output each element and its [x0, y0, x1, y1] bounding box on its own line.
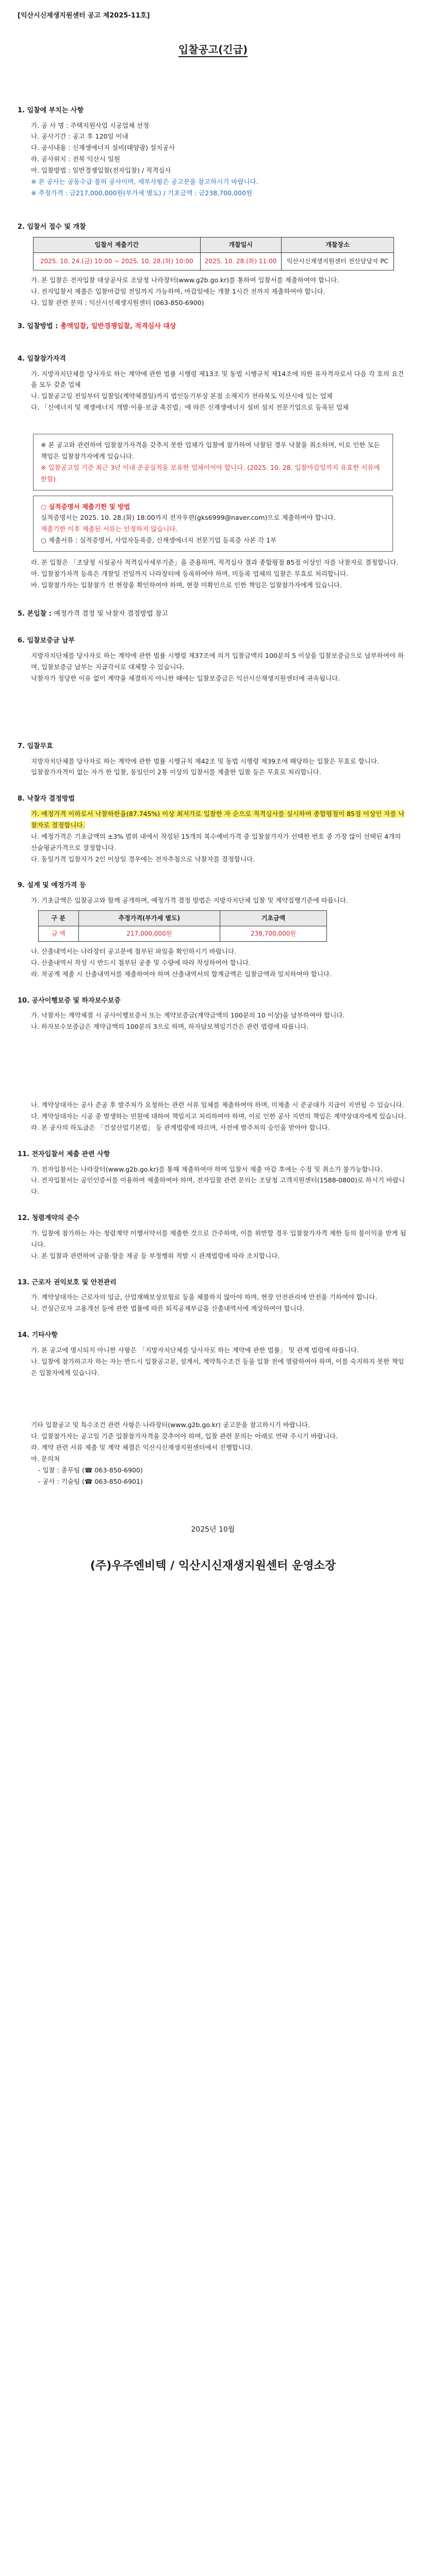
text-line: 가. 입찰에 참가하는 자는 청렴계약 이행서약서를 제출한 것으로 간주하며, 이를 위반할 경우 입찰참가자격 제한 등의 불이익을 받게 됩니다.: [31, 1229, 406, 1248]
text-line: 라. 계약 관련 서류 제출 및 계약 체결은 익산시신재생지원센터에서 진행합니다.: [31, 1444, 253, 1452]
table-header: 기초금액: [220, 911, 327, 926]
section-other: [18, 1330, 408, 1378]
highlight-text: 가. 예정가격 이하로서 낙찰하한율(87.745%) 이상 최저가로 입찰한 자 순으로 적격심사를 실시하여 종합평점이 85점 이상인 자를 낙찰자로 결정합니다.: [31, 810, 405, 829]
section-title: 10. 공사이행보증 및 하자보수보증: [18, 996, 121, 1005]
section-text: 예정가격 결정 및 낙찰자 결정방법 참고: [54, 609, 169, 618]
section-worker-safety: [18, 1277, 408, 1315]
text-line: 마. 입찰방법 : 일반경쟁입찰(전자입찰) / 적격심사: [31, 166, 171, 174]
text-line: 입찰참가자격이 없는 자가 한 입찰, 동일인이 2통 이상의 입찰서를 제출한 입찰 등은 무효로 처리합니다.: [31, 768, 321, 776]
text-line: 다. 공사내용 : 신재생에너지 설비(태양광) 설치공사: [31, 144, 175, 152]
box-heading: ○ 실적증명서 제출기한 및 방법: [41, 502, 130, 511]
section-design-price: [18, 880, 408, 979]
text-line: 나. 공사기간 : 공고 후 120일 이내: [31, 132, 128, 141]
section-bid-schedule: [18, 222, 408, 333]
section-title: 11. 전자입찰서 제출 관련 사항: [18, 1150, 110, 1158]
section-integrity: [18, 1213, 408, 1261]
price-table: [38, 910, 327, 942]
section-title: 4. 입찰참가자격: [18, 354, 66, 363]
text-line: 다. 산출내역서 작성 시 반드시 첨부된 공종 및 수량에 따라 작성하여야 합니다.: [31, 958, 251, 967]
text-line: 나. 산출내역서는 나라장터 공고문에 첨부된 파일을 확인하시기 바랍니다.: [31, 947, 237, 955]
box-line: 제출기한 이후 제출된 서류는 인정하지 않습니다.: [41, 525, 178, 533]
open-datetime: 2025. 10. 28.(화) 11:00: [200, 253, 281, 270]
text-line: 바. 입찰참가자는 입찰참가 전 현장을 확인하여야 하며, 현장 미확인으로 인한 책임은 입찰참가자에게 있습니다.: [31, 581, 342, 589]
text-line: 가. 공 사 명 : 주택지원사업 시공업체 선정: [31, 121, 150, 129]
bid-method-value: 총액입찰, 일반경쟁입찰, 적격심사 대상: [60, 323, 176, 330]
box-line: ※ 입찰공고일 기준 최근 3년 이내 준공실적을 보유한 업체이어야 합니다. (2025. 10. 28. 입찰마감일까지 유효한 서류에 한함): [41, 463, 380, 483]
section-e-bidding: [18, 1149, 408, 1197]
text-line: 다. 「신에너지 및 재생에너지 개발·이용·보급 촉진법」에 따른 신재생에너지 설비 설치 전문기업으로 등록된 업체: [31, 403, 349, 412]
qualification-notice-box: [33, 434, 393, 490]
text-line: 나. 본 입찰과 관련하여 금품·향응 제공 등 부정행위 적발 시 관계법령에 따라 조치합니다.: [31, 1251, 280, 1260]
section-contact: [18, 1419, 408, 1487]
section-title: 2. 입찰서 접수 및 개찰: [18, 223, 86, 231]
performance-proof-box: [33, 496, 393, 552]
text-line: 지방자치단체를 당사자로 하는 계약에 관한 법률 시행령 제37조에 의거 입찰금액의 100분의 5 이상을 입찰보증금으로 납부하여야 하며, 입찰보증금 납부는 지급각서로 대체할 수 있습니다.: [31, 652, 404, 671]
section-title: 5. 본입찰 :: [18, 609, 52, 618]
bid-method-label: 3. 입찰방법 :: [18, 323, 58, 330]
table-header: 개찰일시: [200, 238, 281, 253]
section-title: 1. 입찰에 부치는 사항: [18, 106, 84, 114]
section-award-method: [18, 793, 408, 865]
text-line: 나. 전자입찰서는 공인인증서를 이용하여 제출하여야 하며, 전자입찰 관련 문의는 조달청 고객지원센터(1588-0800)로 하시기 바랍니다.: [31, 1176, 405, 1196]
section-title: 12. 청렴계약의 준수: [18, 1214, 79, 1223]
section-title: 9. 설계 및 예정가격 등: [18, 882, 86, 890]
text-line: 라. 본 입찰은 「조달청 시설공사 적격심사세부기준」을 준용하며, 적격심사 결과 종합평점 85점 이상인 자를 낙찰자로 결정합니다.: [31, 558, 399, 566]
text-line: 가. 본 입찰은 전자입찰 대상공사로 조달청 나라장터(www.g2b.go.kr)를 통하여 입찰서를 제출하여야 합니다.: [31, 276, 339, 284]
table-header: 입찰서 제출기간: [34, 238, 201, 253]
section-title: 8. 낙찰자 결정방법: [18, 795, 75, 803]
text-line: 나. 예정가격은 기초금액의 ±3% 범위 내에서 작성된 15개의 복수예비가격 중 입찰참가자가 선택한 번호 중 가장 많이 선택된 4개의 산술평균가격으로 결정합니다.: [31, 832, 401, 852]
text-line: 가. 전자입찰서는 나라장터(www.g2b.go.kr)를 통해 제출하여야 하며 입찰서 제출 마감 후에는 수정 및 취소가 불가능합니다.: [31, 1165, 383, 1173]
bid-method: [18, 321, 408, 333]
text-line: [18, 808, 408, 831]
section-main-bid: [18, 608, 408, 620]
issuing-organization: (주)우주엔비텍 / 익산시신재생지원센터 운영소장: [90, 1560, 336, 1573]
box-line: ※ 본 공고와 관련하여 입찰참가자격을 갖추지 못한 업체가 입찰에 참가하여 낙찰된 경우 낙찰을 취소하며, 이로 인한 모든 책임은 입찰참가자에게 있습니다.: [41, 441, 380, 460]
text-line: 나. 하자보수보증금은 계약금액의 100분의 3으로 하며, 하자담보책임기간은 관련 법령에 따릅니다.: [31, 1023, 309, 1031]
table-cell: 238,700,000원: [220, 926, 327, 942]
main-bid-line: [18, 608, 408, 620]
document-title: 입찰공고(긴급): [178, 43, 248, 56]
box-line: 실적증명서는 2025. 10. 28.(화) 18:00까지 전자우편(gks6999@naver.com)으로 제출하여야 합니다.: [41, 514, 336, 522]
text-line: 다. 계약상대자는 시공 중 발생하는 민원에 대하여 책임지고 처리하여야 하며, 이로 인한 공사 지연의 책임은 계약상대자에게 있습니다.: [31, 1112, 406, 1120]
section-contract-notes: [18, 1099, 408, 1133]
section-title: 14. 기타사항: [18, 1331, 58, 1339]
text-line: 가. 낙찰자는 계약체결 시 공사이행보증서 또는 계약보증금(계약금액의 100분의 10 이상)을 납부하여야 합니다.: [31, 1011, 345, 1020]
text-line: 나. 계약상대자는 공사 준공 후 발주처가 요청하는 관련 서류 일체를 제출하여야 하며, 미제출 시 준공대가 지급이 지연될 수 있습니다.: [31, 1101, 404, 1109]
note-line: ※ 추정가격 : 금217,000,000원(부가세 별도) / 기초금액 : 금238,700,000원: [31, 189, 252, 197]
text-line: 나. 전자입찰서 제출은 입찰마감일 전일까지 가능하며, 마감일에는 개찰 1시간 전까지 제출하여야 합니다.: [31, 287, 325, 296]
text-line: 라. 착공계 제출 시 산출내역서를 제출하여야 하며 산출내역서의 합계금액은 입찰금액과 일치하여야 합니다.: [31, 970, 332, 978]
note-line: ※ 본 공사는 공동수급 불허 공사이며, 세부사항은 공고문을 참고하시기 바랍니다.: [31, 177, 258, 185]
submit-period: 2025. 10. 24.(금) 10:00 ~ 2025. 10. 28.(화) 10:00: [34, 253, 201, 270]
open-place: 익산시신재생지원센터 전산담당자 PC: [281, 253, 394, 270]
section-guarantee: [18, 995, 408, 1033]
text-line: 다. 입찰참가자는 공고일 기준 입찰참가자격을 갖추어야 하며, 입찰 관련 문의는 아래로 연락 주시기 바랍니다.: [31, 1432, 338, 1440]
section-invalid-bids: [18, 741, 408, 778]
table-header: 추정가격(부가세 별도): [78, 911, 220, 926]
text-line: 가. 기초금액은 입찰공고와 함께 공개하며, 예정가격 결정 방법은 지방자치단체 입찰 및 계약집행기준에 따릅니다.: [31, 896, 349, 905]
text-line: 마. 입찰참가자격 등록은 개찰일 전일까지 나라장터에 등록하여야 하며, 미등록 업체의 입찰은 무효로 처리합니다.: [31, 569, 349, 578]
section-bid-items: [18, 105, 408, 199]
contact-line: - 입찰 : 총무팀 (☎ 063-850-6900): [38, 1466, 143, 1474]
text-line: 마. 문의처: [31, 1455, 60, 1463]
text-line: 다. 동일가격 입찰자가 2인 이상일 경우에는 전자추첨으로 낙찰자를 결정합니다.: [31, 855, 255, 863]
contact-line: - 공사 : 기술팀 (☎ 063-850-6901): [38, 1477, 143, 1485]
box-line: ○ 제출서류 : 실적증명서, 사업자등록증, 신재생에너지 전문기업 등록증 사본 각 1부: [41, 536, 277, 545]
text-line: 낙찰자가 정당한 이유 없이 계약을 체결하지 아니한 때에는 입찰보증금은 익산시신재생지원센터에 귀속됩니다.: [31, 674, 340, 682]
section-title: 13. 근로자 권익보호 및 안전관리: [18, 1278, 117, 1286]
section-qualification: [18, 353, 408, 591]
text-line: 나. 입찰에 참가하고자 하는 자는 반드시 입찰공고문, 설계서, 계약특수조건 등을 입찰 전에 열람하여야 하며, 이를 숙지하지 못한 책임은 입찰자에게 있습니다.: [31, 1357, 404, 1377]
table-header: 개찰장소: [281, 238, 394, 253]
section-title: 7. 입찰무효: [18, 742, 53, 750]
text-line: 가. 본 공고에 명시되지 아니한 사항은 「지방자치단체를 당사자로 하는 계약에 관한 법률」 및 관계 법령에 따릅니다.: [31, 1346, 359, 1354]
section-deposit: [18, 635, 408, 684]
text-line: 나. 건설근로자 고용개선 등에 관한 법률에 따른 퇴직공제부금을 산출내역서에 계상하여야 합니다.: [31, 1304, 305, 1313]
text-line: 지방자치단체를 당사자로 하는 계약에 관한 법률 시행규칙 제42조 및 동법 시행령 제39조에 해당하는 입찰은 무효로 합니다.: [31, 757, 379, 765]
notice-number: [익산시신재생지원센터 공고 제2025-11호]: [18, 12, 150, 20]
text-line: 기타 입찰공고 및 특수조건 관련 사항은 나라장터(www.g2b.go.kr) 공고문을 참고하시기 바랍니다.: [31, 1421, 310, 1429]
table-cell: 217,000,000원: [78, 926, 220, 942]
text-line: 다. 입찰 관련 문의 : 익산시신재생지원센터 (063-850-6900): [31, 299, 204, 307]
schedule-table: [33, 237, 394, 270]
notice-date: 2025년 10월: [191, 1525, 235, 1534]
table-cell: 금 액: [39, 926, 79, 942]
text-line: 라. 공사위치 : 전북 익산시 일원: [31, 155, 120, 163]
text-line: 라. 본 공사의 하도급은 「건설산업기본법」 등 관계법령에 따르며, 사전에 발주처의 승인을 받아야 합니다.: [31, 1123, 330, 1131]
text-line: 가. 계약상대자는 근로자의 임금, 산업재해보상보험료 등을 체불하지 않아야 하며, 현장 안전관리에 만전을 기하여야 합니다.: [31, 1293, 378, 1301]
table-header: 구 분: [39, 911, 79, 926]
text-line: 가. 지방자치단체를 당사자로 하는 계약에 관한 법률 시행령 제13조 및 동법 시행규칙 제14조에 의한 유자격자로서 다음 각 호의 요건을 모두 갖춘 업체: [31, 369, 404, 389]
text-line: 나. 입찰공고일 전일부터 입찰일(계약체결일)까지 법인등기부상 본점 소재지가 전라북도 익산시에 있는 업체: [31, 392, 333, 400]
section-title: 6. 입찰보증금 납부: [18, 637, 75, 645]
